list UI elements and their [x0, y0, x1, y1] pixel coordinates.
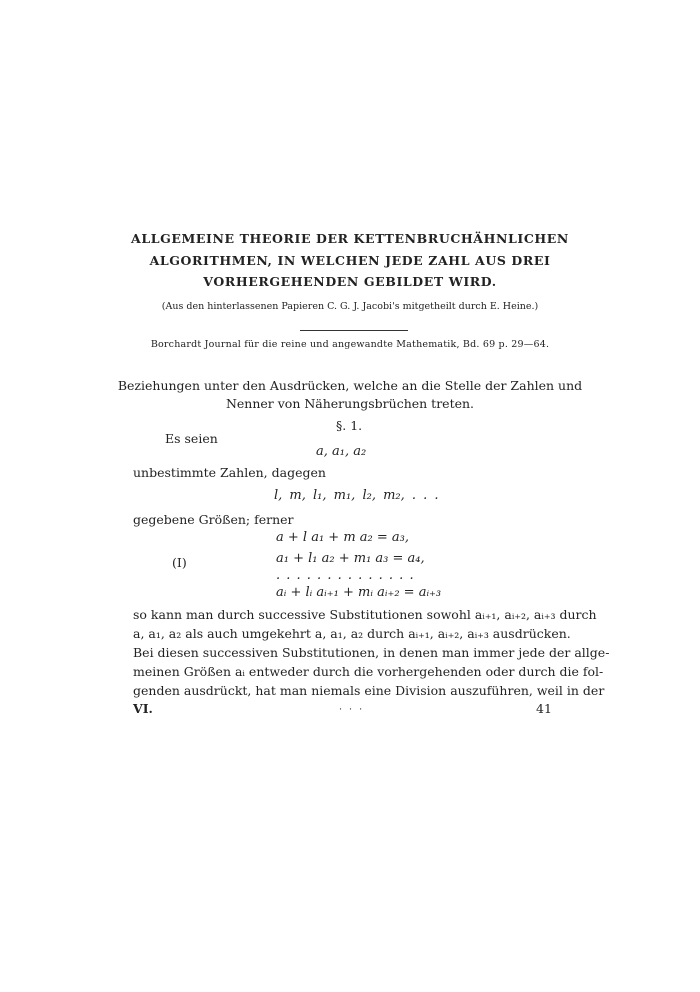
attribution: (Aus den hinterlassenen Papieren C. G. J. Jacobi's mitgetheilt durch E. Heine.): [161, 301, 539, 312]
equation-2: a₁ + l₁ a₂ + m₁ a₃ = a₄,: [276, 551, 425, 566]
paragraph-line-5: genden ausdrückt, hat man niemals eine Division auszuführen, weil in der: [133, 683, 605, 698]
equation-1: a + l a₁ + m a₂ = a₃,: [276, 530, 409, 545]
section-number: §. 1.: [336, 418, 363, 433]
source-citation: Borchardt Journal für die reine und angewandte Mathematik, Bd. 69 p. 29—64.: [150, 339, 550, 350]
title-line-2: ALGORITHMEN, IN WELCHEN JEDE ZAHL AUS DREI: [149, 253, 551, 268]
gegebene-text: gegebene Größen; ferner: [133, 512, 294, 527]
equation-dots: . . . . . . . . . . . . . .: [276, 568, 415, 583]
equation-label: (I): [172, 555, 187, 570]
section-heading-line-1: Beziehungen unter den Ausdrücken, welche an die Stelle der Zahlen und: [117, 378, 583, 393]
page-number: 41: [536, 701, 552, 716]
es-seien-text: Es seien: [165, 431, 218, 446]
paragraph-line-3: Bei diesen successiven Substitutionen, in denen man immer jede der allge-: [133, 645, 610, 660]
title-divider: [300, 330, 408, 331]
paragraph-line-1: so kann man durch successive Substitutionen sowohl aᵢ₊₁, aᵢ₊₂, aᵢ₊₃ durch: [133, 607, 597, 622]
signature-mark: VI.: [133, 701, 153, 716]
paragraph-line-4: meinen Größen aᵢ entweder durch die vorhergehenden oder durch die fol-: [133, 664, 604, 679]
title-line-3: VORHERGEHENDEN GEBILDET WIRD.: [203, 274, 497, 289]
section-heading-line-2: Nenner von Näherungsbrüchen treten.: [225, 396, 475, 411]
paragraph-line-2: a, a₁, a₂ als auch umgekehrt a, a₁, a₂ durch aᵢ₊₁, aᵢ₊₂, aᵢ₊₃ ausdrücken.: [133, 626, 571, 641]
title-line-1: ALLGEMEINE THEORIE DER KETTENBRUCHÄHNLICHEN: [131, 231, 569, 246]
footer-dots: · · ·: [339, 704, 365, 715]
unbestimmte-text: unbestimmte Zahlen, dagegen: [133, 465, 326, 480]
given-series: l, m, l₁, m₁, l₂, m₂, . . .: [274, 488, 439, 503]
variables-a: a, a₁, a₂: [316, 444, 367, 459]
equation-general: aᵢ + lᵢ aᵢ₊₁ + mᵢ aᵢ₊₂ = aᵢ₊₃: [276, 585, 442, 600]
